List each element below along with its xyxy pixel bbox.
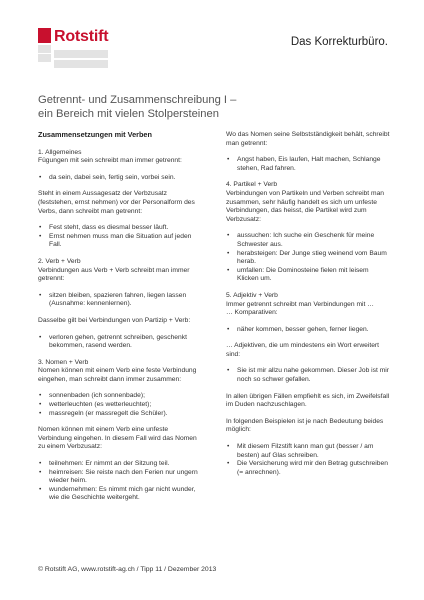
bullet-list (226, 232, 391, 284)
paragraph (38, 359, 203, 385)
bullet-list (226, 443, 391, 477)
title-line: Getrennt- und Zusammenschreibung I – (38, 94, 237, 106)
paragraph-text: Nomen können mit einem Verb eine unfeste Verbindung eingehen. In diesem Fall wird das Nomen zu einem Verbzusatz: (38, 426, 197, 451)
paragraph-text: Wo das Nomen seine Selbstständigkeit behält, schreibt man getrennt: (226, 131, 390, 147)
list-item: • Die Versicherung wird mir den Betrag gutschreiben (= anrechnen). (226, 460, 391, 477)
list-item: • wundernehmen: Es nimmt mich gar nicht wunder, wie die Geschichte weitergeht. (38, 486, 203, 503)
paragraph-text: Verbindungen von Partikeln und Verben schreibt man zusammen, sehr häufig handelt es sich um unfeste Verbindungen, das heisst, die Partikel wird zum Verbzusatz: (226, 189, 385, 223)
paragraph-text: … Komparativen: (226, 309, 278, 317)
bullet-list (38, 392, 203, 418)
list-item: • wetterleuchten (es wetterleuchtet); (38, 401, 203, 410)
section-heading: Zusammensetzungen mit Verben (38, 130, 152, 139)
list-item: • teilnehmen: Er nimmt an der Sitzung teil. (38, 460, 203, 469)
subsection-heading: 1. Allgemeines (38, 148, 82, 156)
paragraph-text: Verbindungen aus Verb + Verb schreibt man immer getrennt: (38, 266, 190, 283)
page-title (38, 93, 388, 121)
list-item: • Sie ist mir allzu nahe gekommen. Dieser Job ist mir noch so schwer gefallen. (226, 367, 391, 384)
bullet-list (226, 326, 391, 335)
paragraph (38, 258, 203, 284)
pencil-icon (38, 28, 51, 62)
subsection-heading: 2. Verb + Verb (38, 257, 81, 265)
paragraph-text: In folgenden Beispielen ist je nach Bedeutung beides möglich: (226, 417, 384, 434)
paragraph-text: In allen übrigen Fällen empfiehlt es sich, im Zweifelsfall im Duden nachzuschlagen. (226, 392, 390, 409)
list-item: • massregeln (er massregelt die Schüler). (38, 410, 203, 419)
list-item: • näher kommen, besser gehen, ferner liegen. (226, 326, 391, 335)
title-line: ein Bereich mit vielen Stolpersteinen (38, 108, 219, 120)
paragraph-text: Immer getrennt schreibt man Verbindungen mit … (226, 300, 374, 308)
list-item: • sitzen bleiben, spazieren fahren, liegen lassen (Ausnahme: kennenlernen). (38, 292, 203, 309)
bullet-list (38, 292, 203, 309)
paragraph-text: Steht in einem Aussagesatz der Verbzusatz (feststehen, ernst nehmen) vor der Personalform des Verbs, dann schreibt man getrennt: (38, 190, 195, 215)
paragraph-text: Fügungen mit sein schreibt man immer getrennt: (38, 157, 182, 165)
list-item: • Mit diesem Filzstift kann man gut (besser / am besten) auf Glas schreiben. (226, 443, 391, 460)
subsection-heading: 5. Adjektiv + Verb (226, 291, 278, 299)
list-item: • herabsteigen: Der Junge stieg weinend vom Baum herab. (226, 250, 391, 267)
bullet-list (38, 334, 203, 351)
bullet-list (226, 156, 391, 173)
bullet-list (226, 367, 391, 384)
list-item: • heimreisen: Sie reiste nach den Ferien nur ungern wieder heim. (38, 469, 203, 486)
list-item: • verloren gehen, getrennt schreiben, geschenkt bekommen, rasend werden. (38, 334, 203, 351)
footer: © Rotstift AG, www.rotstift-ag.ch / Tipp 11 / Dezember 2013 (38, 566, 217, 573)
paragraph-text: … Adjektiven, die um mindestens ein Wort erweitert sind: (226, 342, 380, 358)
paragraph (226, 181, 391, 224)
paragraph-text: Nomen können mit einem Verb eine feste Verbindung eingehen, man schreibt dann immer zusammen: (38, 367, 197, 383)
right-column (226, 131, 391, 485)
list-item: • Fest steht, dass es diesmal besser läuft. (38, 224, 203, 233)
left-column (38, 131, 203, 511)
logo-bars (54, 50, 108, 70)
list-item: • aussuchen: Ich suche ein Geschenk für meine Schwester aus. (226, 232, 391, 249)
bullet-list (38, 174, 203, 183)
tagline: Das Korrekturbüro. (290, 36, 388, 48)
rotstift-logo (38, 28, 128, 76)
bullet-list (38, 460, 203, 503)
list-item: • Ernst nehmen muss man die Situation auf jeden Fall. (38, 233, 203, 250)
subsection-heading: 4. Partikel + Verb (226, 181, 278, 189)
paragraph-text: Dasselbe gilt bei Verbindungen von Partizip + Verb: (38, 316, 191, 324)
list-item: • Angst haben, Eis laufen, Halt machen, Schlange stehen, Rad fahren. (226, 156, 391, 173)
list-item: • da sein, dabei sein, fertig sein, vorbei sein. (38, 174, 203, 183)
header (38, 28, 388, 78)
paragraph (226, 292, 391, 318)
list-item: • umfallen: Die Dominosteine fielen mit leisem Klicken um. (226, 267, 391, 284)
bullet-list (38, 224, 203, 250)
list-item: • sonnenbaden (ich sonnenbade); (38, 392, 203, 401)
paragraph (38, 149, 203, 166)
subsection-heading: 3. Nomen + Verb (38, 358, 89, 366)
brand-name: Rotstift (54, 28, 109, 45)
